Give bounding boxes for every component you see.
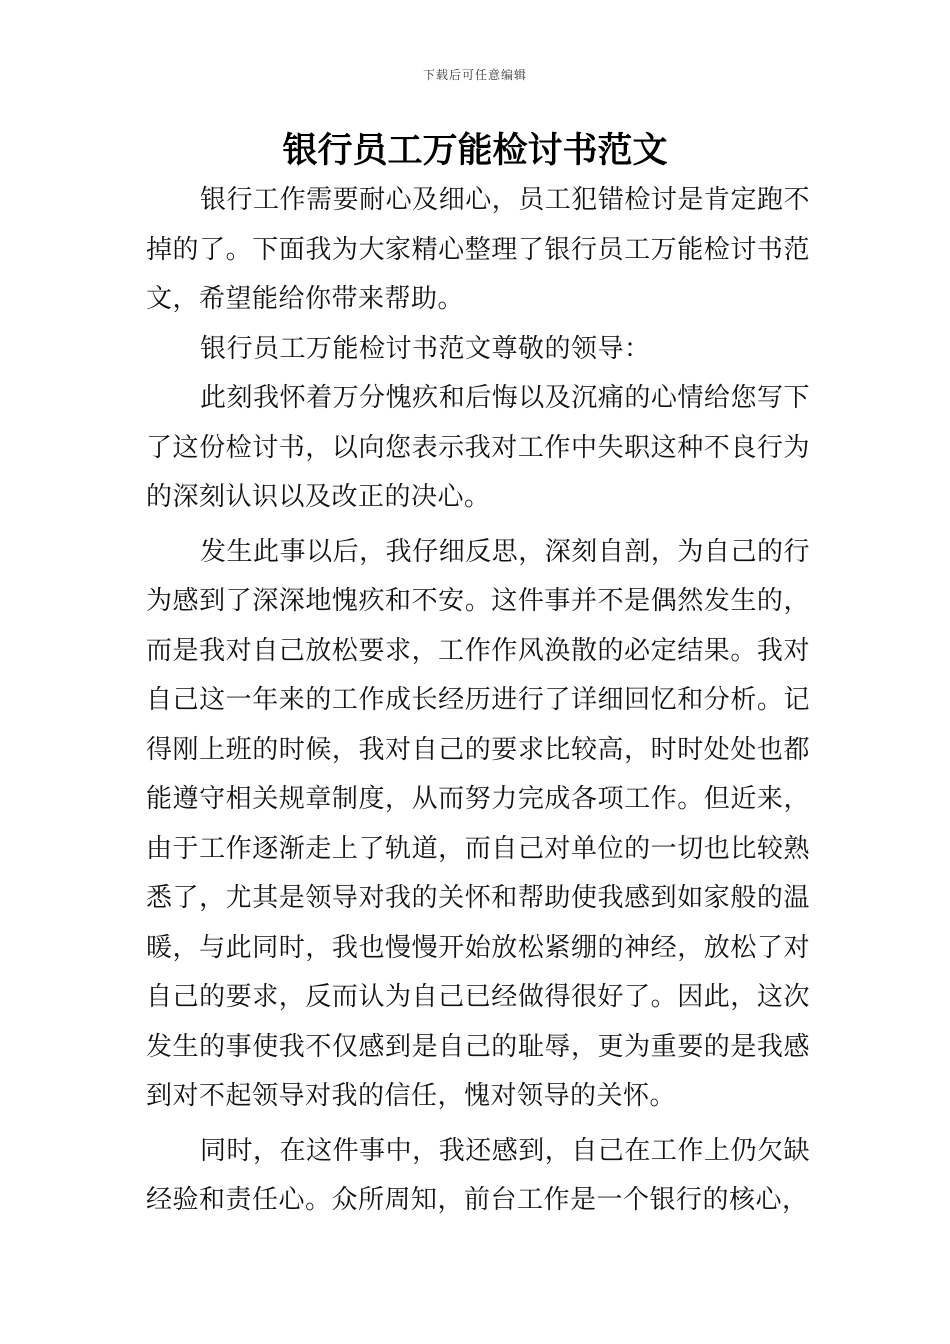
document-title: 银行员工万能检讨书范文 xyxy=(282,131,668,171)
paragraph-reflection: 发生此事以后，我仔细反思，深刻自剖，为自己的行为感到了深深地愧疚和不安。这件事并不是偶然发生的，而是我对自己放松要求，工作作风涣散的必定结果。我对自己这一年来的工作成长经历进行了详细回忆和分析。记得刚上班的时候，我对自己的要求比较高，时时处处也都能遵守相关规章制度，从而努力完成各项工作。但近来，由于工作逐渐走上了轨道，而自己对单位的一切也比较熟悉了，尤其是领导对我的关怀和帮助使我感到如家般的温暖，与此同时，我也慢慢开始放松紧绷的神经，放松了对自己的要求，反而认为自己已经做得很好了。因此，这次发生的事使我不仅感到是自己的耻辱，更为重要的是我感到对不起领导对我的信任，愧对领导的关怀。 xyxy=(146,536,810,1111)
paragraph-experience: 同时，在这件事中，我还感到，自己在工作上仍欠缺经验和责任心。众所周知，前台工作是一个银行的核心， xyxy=(146,1135,810,1215)
document-body xyxy=(146,176,810,1226)
paragraph-intro: 银行工作需要耐心及细心，员工犯错检讨是肯定跑不掉的了。下面我为大家精心整理了银行员工万能检讨书范文，希望能给你带来帮助。 xyxy=(146,185,810,314)
paragraph-salutation: 银行员工万能检讨书范文尊敬的领导： xyxy=(200,333,651,364)
paragraph-opening: 此刻我怀着万分愧疚和后悔以及沉痛的心情给您写下了这份检讨书，以向您表示我对工作中失职这种不良行为的深刻认识以及改正的决心。 xyxy=(146,383,810,512)
header-note: 下载后可任意编辑 xyxy=(422,68,527,82)
